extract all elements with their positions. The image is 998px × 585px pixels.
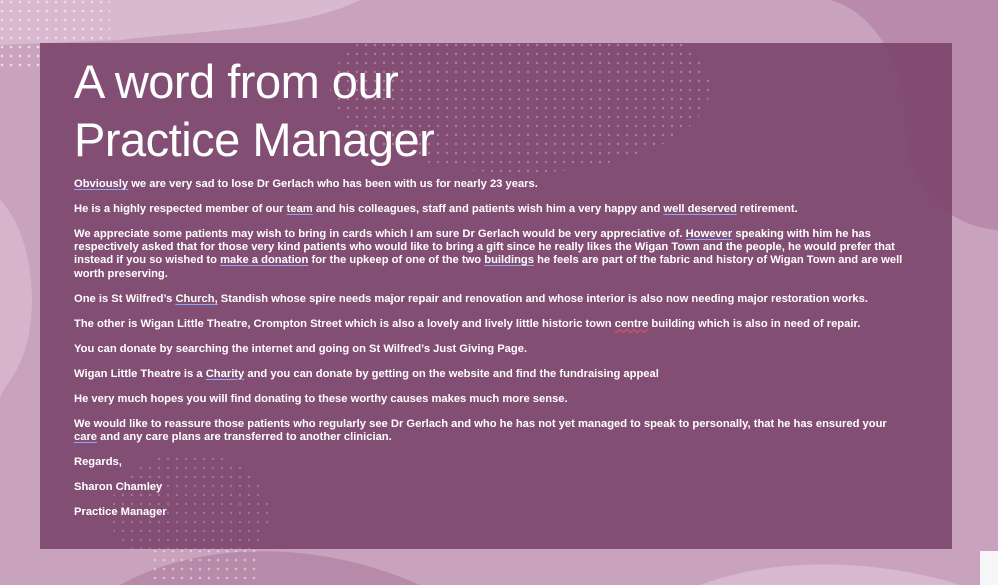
signatory-name: Sharon Chamley <box>74 480 163 493</box>
grammar-flag-charity: Charity <box>205 367 245 380</box>
sign-off: Regards, <box>74 455 122 468</box>
paragraph-2 <box>74 203 904 216</box>
paragraph-7 <box>74 368 904 381</box>
paragraph-8: He very much hopes you will find donating to these worthy causes makes much more sense. <box>74 392 568 405</box>
paragraph-7-text-a: Wigan Little Theatre is a <box>74 367 206 380</box>
grammar-flag-team: team <box>286 203 313 215</box>
paragraph-6: You can donate by searching the internet and going on St Wilfred’s Just Giving Page. <box>74 342 528 355</box>
paragraph-3-text-c: for the upkeep of one of the two <box>308 254 485 267</box>
title-line-2: Practice Manager <box>74 113 435 166</box>
paragraph-1-text: we are very sad to lose Dr Gerlach who has been with us for nearly 23 years. <box>128 178 538 190</box>
paragraph-2-text-a: He is a highly respected member of our <box>74 203 287 215</box>
paragraph-9 <box>74 418 904 444</box>
signatory-role: Practice Manager <box>74 505 167 518</box>
paragraph-2-text-c: retirement. <box>736 203 798 215</box>
grammar-flag-donation: make a donation <box>220 254 309 267</box>
paragraph-3 <box>74 228 904 281</box>
grammar-flag-care: care <box>74 430 98 443</box>
paragraph-3-text-d: he feels are part of the fabric and history of Wigan Town and are well worth preserving. <box>74 254 903 280</box>
paragraph-4-text-b: Standish whose spire needs major repair and renovation and whose interior is also now needing major restoration works. <box>217 292 868 305</box>
paragraph-5-text-b: building which is also in need of repair. <box>648 317 861 330</box>
message-body <box>74 178 904 531</box>
paragraph-5 <box>74 318 904 331</box>
page-title <box>74 53 434 169</box>
grammar-flag-deserved: deserved <box>687 203 737 215</box>
grammar-flag-church: Church, <box>175 292 218 305</box>
paragraph-3-text-b: speaking with him he has respectively asked that for those very kind patients who would like to bring a gift since he really likes the Wigan Town and the people, he would prefer that instead if you so wished to <box>74 228 895 267</box>
paragraph-9-text-b: and any care plans are transferred to another clinician. <box>97 430 392 443</box>
paragraph-5-text-a: The other is Wigan Little Theatre, Crompton Street which is also a lovely and lively little historic town <box>74 317 615 330</box>
window-corner <box>980 551 998 585</box>
grammar-flag-well: well <box>663 203 685 215</box>
paragraph-3-text-a: We appreciate some patients may wish to bring in cards which I am sure Dr Gerlach would be very appreciative of. <box>74 228 686 240</box>
grammar-flag-however: However <box>685 228 733 240</box>
paragraph-4 <box>74 293 904 306</box>
title-line-1: A word from our <box>74 55 399 108</box>
grammar-flag-buildings: buildings <box>484 254 534 267</box>
grammar-flag-obviously: Obviously <box>74 178 129 190</box>
paragraph-2-text-b: and his colleagues, staff and patients wish him a very happy and <box>312 203 664 215</box>
spelling-flag-centre: centre <box>614 317 649 330</box>
message-panel <box>40 43 952 549</box>
paragraph-4-text-a: One is St Wilfred’s <box>74 292 176 305</box>
paragraph-9-text-a: We would like to reassure those patients who regularly see Dr Gerlach and who he has not yet managed to speak to personally, that he has ensured your <box>74 417 887 430</box>
paragraph-7-text-b: and you can donate by getting on the website and find the fundraising appeal <box>244 367 659 380</box>
paragraph-1 <box>74 178 904 191</box>
